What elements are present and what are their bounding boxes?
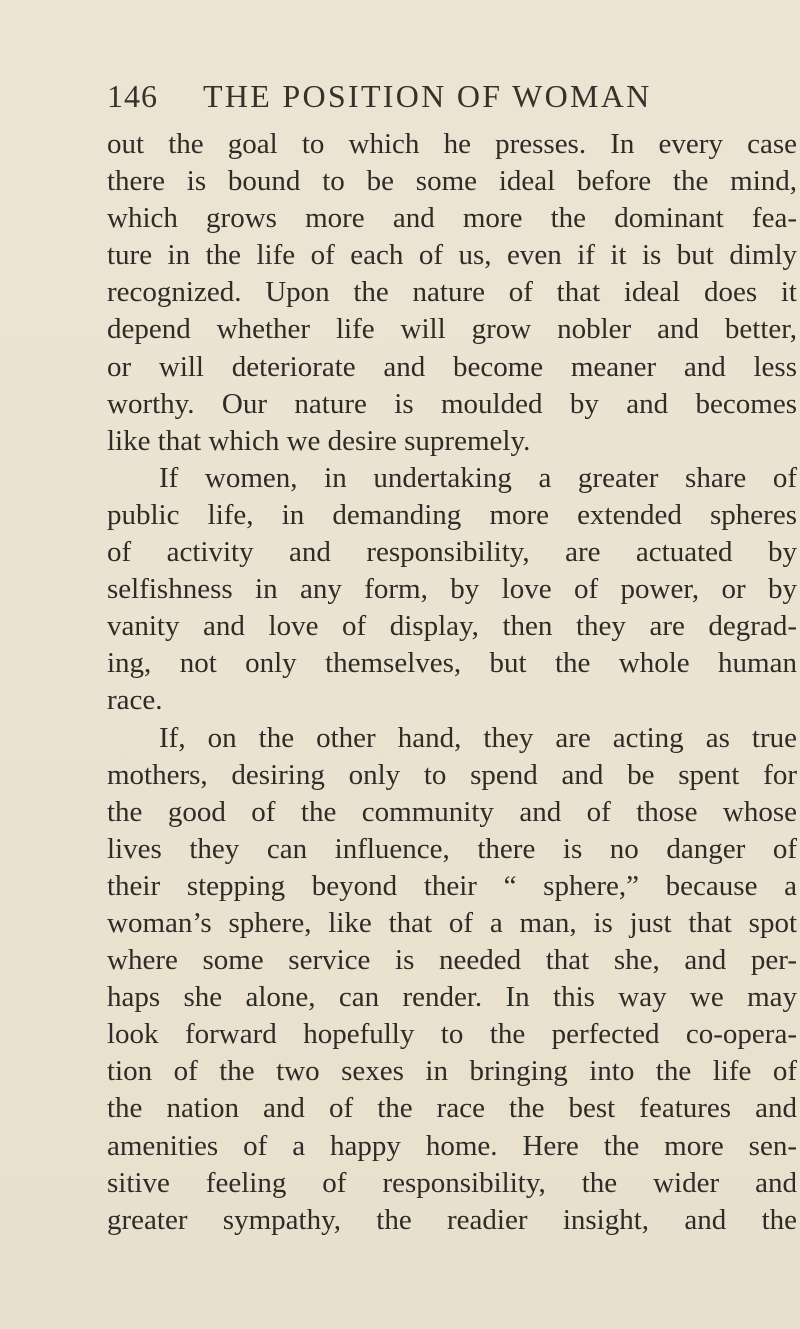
text-line: worthy. Our nature is moulded by and becomes (107, 387, 797, 420)
text-line: depend whether life will grow nobler and better, (107, 313, 797, 346)
text-line: If women, in undertaking a greater share of (159, 461, 797, 494)
text-line: greater sympathy, the readier insight, and the (107, 1203, 797, 1236)
text-line: sitive feeling of responsibility, the wider and (107, 1166, 797, 1199)
text-line: there is bound to be some ideal before the mind, (107, 165, 797, 198)
text-line: which grows more and more the dominant fea- (107, 202, 797, 235)
text-line: ture in the life of each of us, even if it is but dimly (107, 239, 797, 272)
text-line: where some service is needed that she, and per- (107, 944, 797, 977)
text-line: out the goal to which he presses. In every case (107, 128, 797, 160)
text-line: selfishness in any form, by love of power, or by (107, 573, 797, 606)
text-line: haps she alone, can render. In this way we may (107, 981, 797, 1014)
text-line: If, on the other hand, they are acting as true (159, 721, 797, 754)
text-line: lives they can influence, there is no danger of (107, 832, 797, 865)
text-line: mothers, desiring only to spend and be spent for (107, 758, 797, 791)
body-text (107, 126, 797, 1239)
text-line: ing, not only themselves, but the whole human (107, 647, 797, 680)
text-line: tion of the two sexes in bringing into the life of (107, 1055, 797, 1088)
running-head: THE POSITION OF WOMAN (203, 78, 652, 114)
page-number: 146 (107, 78, 158, 114)
text-line: their stepping beyond their “ sphere,” because a (107, 869, 797, 902)
text-line: woman’s sphere, like that of a man, is just that spot (107, 906, 797, 939)
text-line: recognized. Upon the nature of that ideal does it (107, 276, 797, 309)
page-header (107, 78, 797, 124)
text-line: the nation and of the race the best features and (107, 1092, 797, 1125)
text-line: or will deteriorate and become meaner and less (107, 350, 797, 383)
text-line: like that which we desire supremely. (107, 424, 531, 457)
text-line: the good of the community and of those whose (107, 795, 797, 828)
text-line: race. (107, 684, 163, 717)
text-line: public life, in demanding more extended spheres (107, 498, 797, 531)
text-line: look forward hopefully to the perfected co-opera- (107, 1018, 797, 1051)
text-line: amenities of a happy home. Here the more sen- (107, 1129, 797, 1162)
text-line: vanity and love of display, then they are degrad- (107, 610, 797, 643)
text-line: of activity and responsibility, are actuated by (107, 536, 797, 569)
